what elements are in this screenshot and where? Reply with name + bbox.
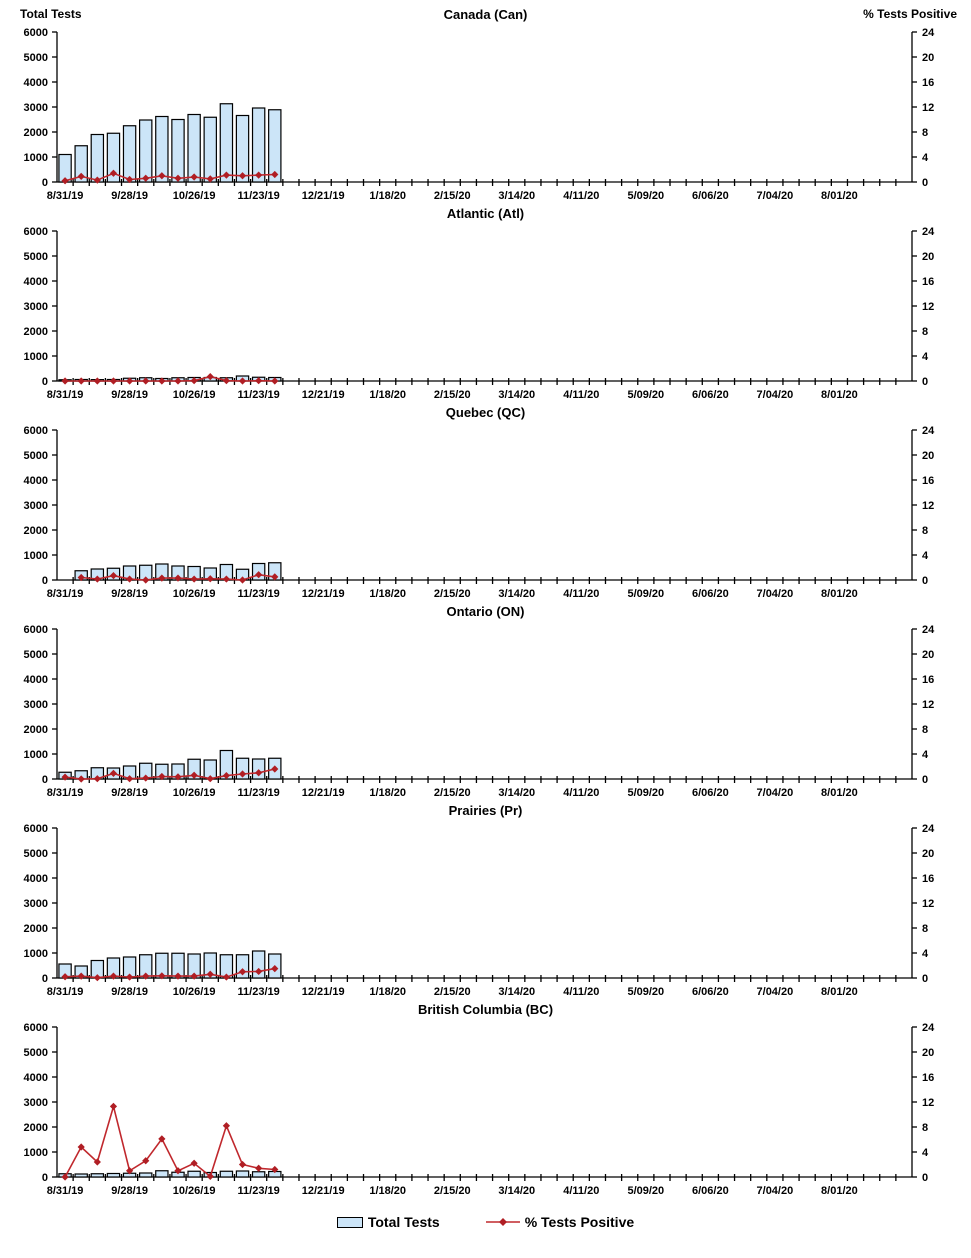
svg-text:1/18/20: 1/18/20 <box>369 787 407 799</box>
svg-text:11/23/19: 11/23/19 <box>237 389 280 401</box>
svg-text:7/04/20: 7/04/20 <box>756 1185 794 1197</box>
svg-text:20: 20 <box>922 1047 935 1059</box>
svg-text:6000: 6000 <box>23 27 48 39</box>
svg-text:3000: 3000 <box>23 699 48 711</box>
svg-text:0: 0 <box>922 575 929 587</box>
axes <box>52 231 917 385</box>
svg-text:9/28/19: 9/28/19 <box>111 190 148 202</box>
svg-text:5/09/20: 5/09/20 <box>627 986 665 998</box>
svg-text:9/28/19: 9/28/19 <box>111 588 148 600</box>
svg-text:24: 24 <box>922 27 935 39</box>
svg-text:4/11/20: 4/11/20 <box>563 190 600 202</box>
svg-text:6/06/20: 6/06/20 <box>691 787 729 799</box>
svg-text:6/06/20: 6/06/20 <box>691 1185 729 1197</box>
svg-text:3000: 3000 <box>23 500 48 512</box>
svg-text:20: 20 <box>922 52 935 64</box>
svg-text:8/31/19: 8/31/19 <box>46 190 84 202</box>
svg-text:4/11/20: 4/11/20 <box>563 986 600 998</box>
svg-text:2/15/20: 2/15/20 <box>433 787 471 799</box>
svg-text:12: 12 <box>922 102 935 114</box>
svg-text:9/28/19: 9/28/19 <box>111 389 148 401</box>
svg-text:4000: 4000 <box>23 873 48 885</box>
svg-text:1000: 1000 <box>23 948 48 960</box>
svg-text:8/01/20: 8/01/20 <box>821 986 858 998</box>
axis-tick-labels <box>24 226 936 401</box>
svg-text:8: 8 <box>922 326 929 338</box>
legend-item-pct-positive <box>486 1214 634 1230</box>
svg-text:20: 20 <box>922 649 935 661</box>
svg-text:0: 0 <box>41 973 48 985</box>
svg-text:8/31/19: 8/31/19 <box>46 1185 84 1197</box>
panel-title: Prairies (Pr) <box>448 803 523 818</box>
svg-text:1000: 1000 <box>23 1147 48 1159</box>
panel-header <box>0 4 971 26</box>
svg-text:5000: 5000 <box>23 649 48 661</box>
panel-header <box>0 800 971 822</box>
svg-text:12: 12 <box>922 699 935 711</box>
svg-text:8: 8 <box>922 923 929 935</box>
svg-text:12/21/19: 12/21/19 <box>301 588 345 600</box>
svg-text:6000: 6000 <box>23 823 48 835</box>
svg-text:6000: 6000 <box>23 425 48 437</box>
svg-text:1/18/20: 1/18/20 <box>369 190 407 202</box>
svg-text:11/23/19: 11/23/19 <box>237 787 280 799</box>
svg-text:8/31/19: 8/31/19 <box>46 787 84 799</box>
svg-text:4: 4 <box>922 351 929 363</box>
svg-text:5/09/20: 5/09/20 <box>627 389 665 401</box>
panel-plot <box>0 1021 971 1198</box>
svg-text:8/01/20: 8/01/20 <box>821 787 858 799</box>
svg-text:12: 12 <box>922 301 935 313</box>
svg-text:8/01/20: 8/01/20 <box>821 389 858 401</box>
svg-text:24: 24 <box>922 1022 935 1034</box>
svg-text:2000: 2000 <box>23 1122 48 1134</box>
panel-plot <box>0 424 971 601</box>
total-tests-bars <box>59 104 281 182</box>
chart-panel-bc <box>0 999 971 1198</box>
legend-pct-positive-label: % Tests Positive <box>524 1214 635 1230</box>
legend-total-tests-label: Total Tests <box>367 1214 440 1230</box>
svg-text:4/11/20: 4/11/20 <box>563 787 600 799</box>
legend-item-total-tests <box>337 1214 440 1230</box>
svg-text:4: 4 <box>922 550 929 562</box>
svg-text:6/06/20: 6/06/20 <box>691 190 729 202</box>
panel-header <box>0 203 971 225</box>
svg-text:4: 4 <box>922 749 929 761</box>
svg-text:9/28/19: 9/28/19 <box>111 1185 148 1197</box>
chart-panel-can <box>0 4 971 203</box>
svg-text:2/15/20: 2/15/20 <box>433 389 471 401</box>
svg-text:12/21/19: 12/21/19 <box>301 389 345 401</box>
right-axis-title: % Tests Positive <box>863 7 957 21</box>
svg-text:8/01/20: 8/01/20 <box>821 588 858 600</box>
svg-text:3/14/20: 3/14/20 <box>498 389 536 401</box>
svg-text:12/21/19: 12/21/19 <box>301 986 345 998</box>
panel-plot <box>0 26 971 203</box>
panel-header <box>0 999 971 1021</box>
svg-text:3/14/20: 3/14/20 <box>498 1185 536 1197</box>
svg-text:8/01/20: 8/01/20 <box>821 190 858 202</box>
left-axis-title: Total Tests <box>20 7 82 21</box>
svg-text:12: 12 <box>922 1097 935 1109</box>
axes <box>52 629 917 783</box>
svg-text:0: 0 <box>922 1172 929 1184</box>
svg-text:1/18/20: 1/18/20 <box>369 389 407 401</box>
panel-plot <box>0 623 971 800</box>
svg-text:0: 0 <box>41 376 48 388</box>
svg-text:1/18/20: 1/18/20 <box>369 588 407 600</box>
svg-text:6000: 6000 <box>23 1022 48 1034</box>
svg-text:12/21/19: 12/21/19 <box>301 787 345 799</box>
svg-text:4000: 4000 <box>23 77 48 89</box>
svg-text:10/26/19: 10/26/19 <box>172 389 216 401</box>
svg-text:8/01/20: 8/01/20 <box>821 1185 858 1197</box>
svg-text:2000: 2000 <box>23 326 48 338</box>
svg-text:3000: 3000 <box>23 301 48 313</box>
svg-text:11/23/19: 11/23/19 <box>237 986 280 998</box>
pct-positive-marker-icon <box>486 1216 520 1228</box>
svg-text:16: 16 <box>922 1072 935 1084</box>
svg-text:3/14/20: 3/14/20 <box>498 588 536 600</box>
svg-text:2/15/20: 2/15/20 <box>433 1185 471 1197</box>
svg-text:0: 0 <box>41 1172 48 1184</box>
legend <box>0 1198 971 1240</box>
svg-text:8: 8 <box>922 724 929 736</box>
svg-text:11/23/19: 11/23/19 <box>237 588 280 600</box>
axes <box>52 1027 917 1181</box>
panel-title: Ontario (ON) <box>446 604 525 619</box>
total-tests-bars <box>59 751 281 780</box>
chart-panel-qc <box>0 402 971 601</box>
svg-text:12: 12 <box>922 898 935 910</box>
svg-text:5000: 5000 <box>23 450 48 462</box>
svg-text:1/18/20: 1/18/20 <box>369 1185 407 1197</box>
svg-text:6000: 6000 <box>23 624 48 636</box>
svg-text:7/04/20: 7/04/20 <box>756 190 794 202</box>
svg-text:3000: 3000 <box>23 1097 48 1109</box>
svg-text:3/14/20: 3/14/20 <box>498 787 536 799</box>
svg-text:3/14/20: 3/14/20 <box>498 986 536 998</box>
svg-text:3000: 3000 <box>23 102 48 114</box>
svg-text:3000: 3000 <box>23 898 48 910</box>
panel-title: Atlantic (Atl) <box>446 206 525 221</box>
svg-text:20: 20 <box>922 848 935 860</box>
svg-text:20: 20 <box>922 450 935 462</box>
svg-text:1/18/20: 1/18/20 <box>369 986 407 998</box>
svg-text:24: 24 <box>922 624 935 636</box>
chart-panels-container <box>0 4 971 1198</box>
svg-text:8/31/19: 8/31/19 <box>46 986 84 998</box>
svg-text:4/11/20: 4/11/20 <box>563 588 600 600</box>
svg-text:2000: 2000 <box>23 923 48 935</box>
svg-text:4: 4 <box>922 1147 929 1159</box>
svg-text:16: 16 <box>922 873 935 885</box>
svg-text:2/15/20: 2/15/20 <box>433 986 471 998</box>
svg-text:20: 20 <box>922 251 935 263</box>
svg-text:10/26/19: 10/26/19 <box>172 1185 216 1197</box>
svg-text:9/28/19: 9/28/19 <box>111 787 148 799</box>
svg-text:5000: 5000 <box>23 848 48 860</box>
svg-text:8/31/19: 8/31/19 <box>46 588 84 600</box>
svg-text:4: 4 <box>922 152 929 164</box>
total-tests-swatch <box>337 1217 363 1228</box>
svg-text:16: 16 <box>922 475 935 487</box>
chart-panel-pr <box>0 800 971 999</box>
svg-text:8: 8 <box>922 525 929 537</box>
svg-text:3/14/20: 3/14/20 <box>498 190 536 202</box>
svg-text:0: 0 <box>922 774 929 786</box>
svg-text:4000: 4000 <box>23 674 48 686</box>
svg-text:2/15/20: 2/15/20 <box>433 190 471 202</box>
svg-text:16: 16 <box>922 674 935 686</box>
svg-text:12: 12 <box>922 500 935 512</box>
panel-title: Quebec (QC) <box>445 405 526 420</box>
panel-plot <box>0 822 971 999</box>
svg-text:0: 0 <box>41 575 48 587</box>
svg-text:1000: 1000 <box>23 749 48 761</box>
svg-text:6/06/20: 6/06/20 <box>691 588 729 600</box>
svg-text:12/21/19: 12/21/19 <box>301 190 345 202</box>
svg-text:5000: 5000 <box>23 251 48 263</box>
svg-text:8: 8 <box>922 127 929 139</box>
svg-text:10/26/19: 10/26/19 <box>172 787 216 799</box>
svg-text:11/23/19: 11/23/19 <box>237 190 280 202</box>
svg-text:1000: 1000 <box>23 152 48 164</box>
svg-text:8/31/19: 8/31/19 <box>46 389 84 401</box>
svg-text:5000: 5000 <box>23 1047 48 1059</box>
svg-text:16: 16 <box>922 276 935 288</box>
svg-text:12/21/19: 12/21/19 <box>301 1185 345 1197</box>
panel-header <box>0 601 971 623</box>
total-tests-bars <box>59 951 281 978</box>
svg-text:24: 24 <box>922 425 935 437</box>
svg-text:10/26/19: 10/26/19 <box>172 986 216 998</box>
svg-text:2000: 2000 <box>23 525 48 537</box>
svg-text:2000: 2000 <box>23 724 48 736</box>
svg-text:10/26/19: 10/26/19 <box>172 588 216 600</box>
svg-text:6/06/20: 6/06/20 <box>691 986 729 998</box>
svg-text:16: 16 <box>922 77 935 89</box>
chart-panel-on <box>0 601 971 800</box>
panel-plot <box>0 225 971 402</box>
svg-text:5000: 5000 <box>23 52 48 64</box>
svg-text:1000: 1000 <box>23 550 48 562</box>
panel-header <box>0 402 971 424</box>
svg-text:5/09/20: 5/09/20 <box>627 787 665 799</box>
svg-text:4000: 4000 <box>23 276 48 288</box>
svg-text:4000: 4000 <box>23 475 48 487</box>
svg-text:24: 24 <box>922 226 935 238</box>
svg-text:0: 0 <box>922 376 929 388</box>
svg-text:7/04/20: 7/04/20 <box>756 787 794 799</box>
svg-text:6/06/20: 6/06/20 <box>691 389 729 401</box>
svg-text:0: 0 <box>41 774 48 786</box>
svg-text:4000: 4000 <box>23 1072 48 1084</box>
pct-positive-line <box>61 1103 278 1181</box>
svg-text:5/09/20: 5/09/20 <box>627 190 665 202</box>
panel-title: Canada (Can) <box>443 7 528 22</box>
svg-text:0: 0 <box>922 973 929 985</box>
svg-text:7/04/20: 7/04/20 <box>756 588 794 600</box>
svg-text:7/04/20: 7/04/20 <box>756 389 794 401</box>
svg-text:24: 24 <box>922 823 935 835</box>
svg-text:10/26/19: 10/26/19 <box>172 190 216 202</box>
chart-panel-atl <box>0 203 971 402</box>
svg-text:2000: 2000 <box>23 127 48 139</box>
svg-text:5/09/20: 5/09/20 <box>627 588 665 600</box>
svg-text:2/15/20: 2/15/20 <box>433 588 471 600</box>
svg-text:8: 8 <box>922 1122 929 1134</box>
svg-text:7/04/20: 7/04/20 <box>756 986 794 998</box>
svg-text:4/11/20: 4/11/20 <box>563 1185 600 1197</box>
svg-text:4/11/20: 4/11/20 <box>563 389 600 401</box>
panel-title: British Columbia (BC) <box>417 1002 554 1017</box>
svg-text:5/09/20: 5/09/20 <box>627 1185 665 1197</box>
svg-text:0: 0 <box>41 177 48 189</box>
svg-text:0: 0 <box>922 177 929 189</box>
svg-text:6000: 6000 <box>23 226 48 238</box>
axes <box>52 430 917 584</box>
svg-text:1000: 1000 <box>23 351 48 363</box>
svg-text:4: 4 <box>922 948 929 960</box>
svg-text:11/23/19: 11/23/19 <box>237 1185 280 1197</box>
svg-text:9/28/19: 9/28/19 <box>111 986 148 998</box>
